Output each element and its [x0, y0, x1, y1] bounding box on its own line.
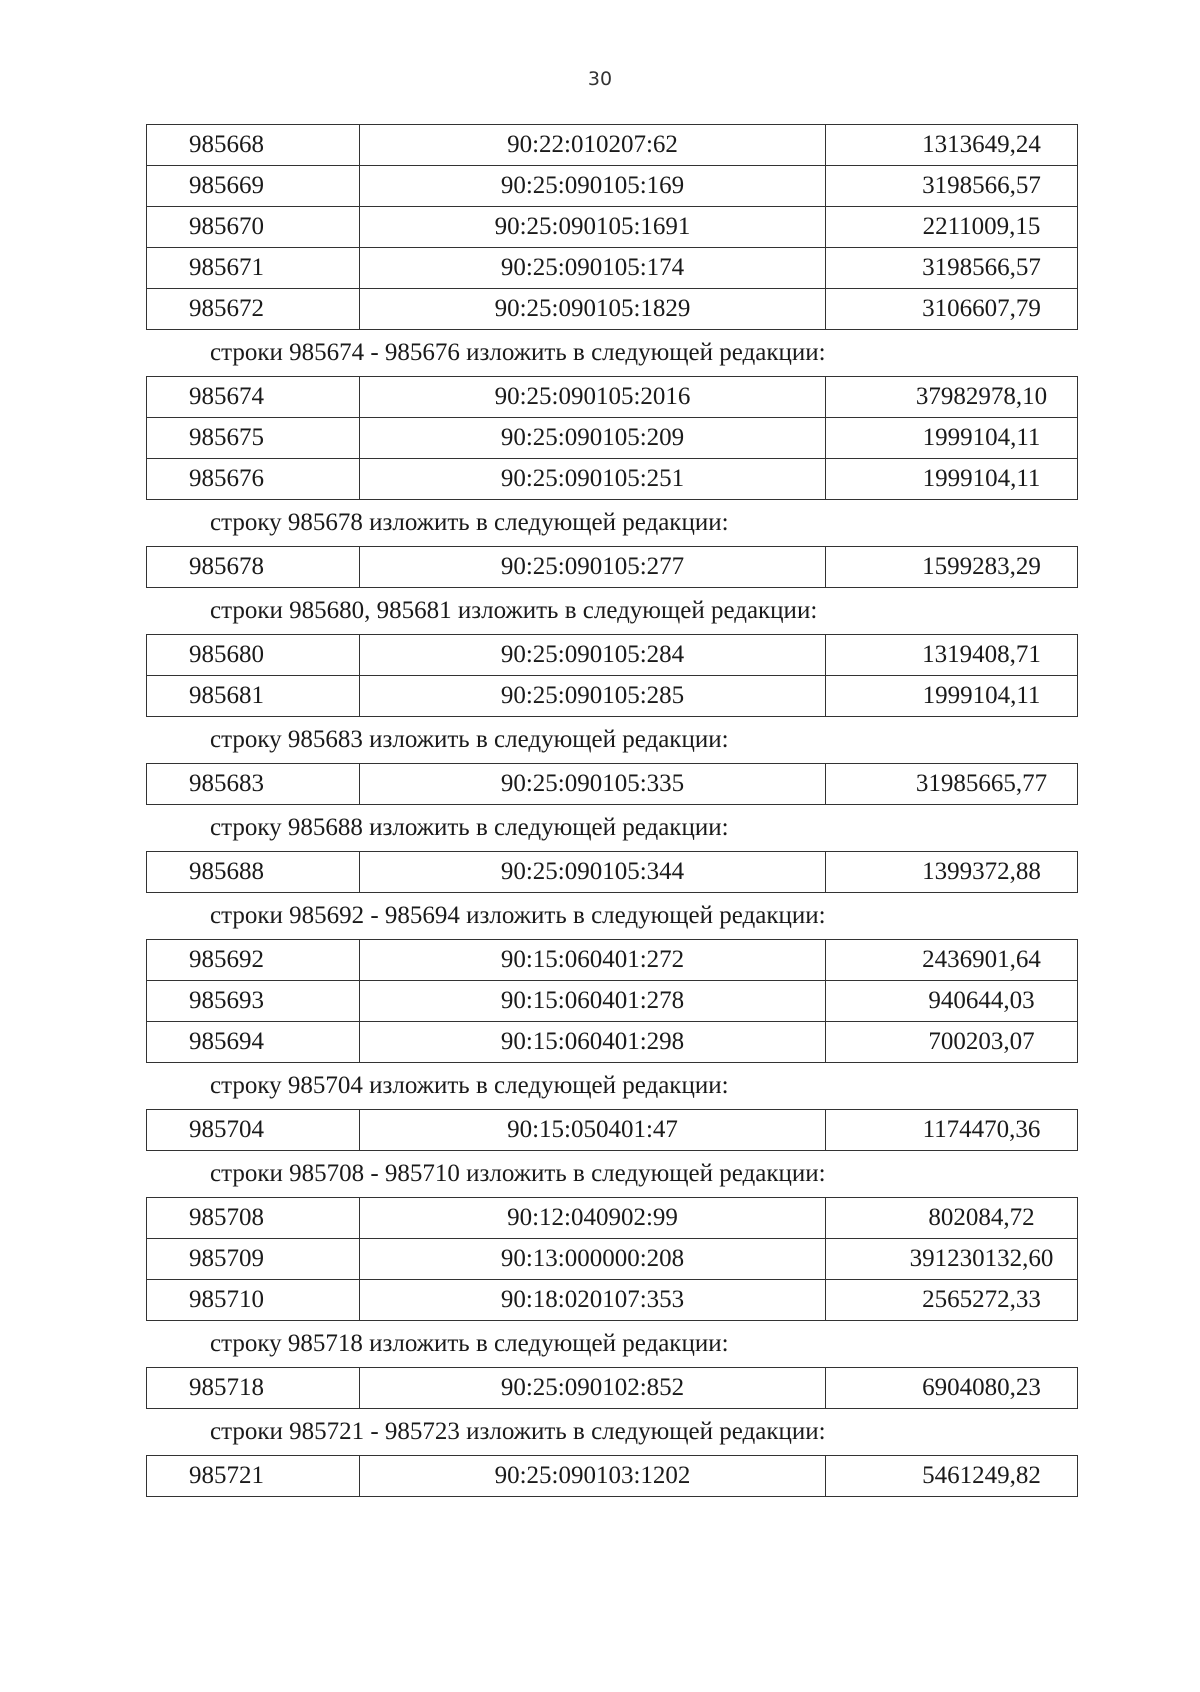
cadastral-number-cell: 90:25:090105:169 [360, 166, 826, 207]
row-number-cell: 985683 [147, 764, 360, 805]
amendment-block [146, 725, 1078, 805]
table-row [147, 1022, 1078, 1063]
table-row [147, 207, 1078, 248]
table-row [147, 459, 1078, 500]
cadastral-value-cell: 2436901,64 [826, 940, 1078, 981]
document-body [146, 124, 1078, 1497]
row-number-cell: 985671 [147, 248, 360, 289]
cadastral-value-cell: 3106607,79 [826, 289, 1078, 330]
amendment-block [146, 813, 1078, 893]
cadastral-number-cell: 90:25:090105:174 [360, 248, 826, 289]
cadastral-value-cell: 1399372,88 [826, 852, 1078, 893]
row-number-cell: 985672 [147, 289, 360, 330]
cadastral-number-cell: 90:15:050401:47 [360, 1110, 826, 1151]
amendment-block [146, 596, 1078, 717]
amendment-block [146, 1329, 1078, 1409]
row-number-cell: 985709 [147, 1239, 360, 1280]
table-row [147, 852, 1078, 893]
cadastral-number-cell: 90:25:090105:1829 [360, 289, 826, 330]
cadastral-value-cell: 31985665,77 [826, 764, 1078, 805]
amendment-caption: строки 985674 - 985676 изложить в следующей редакции: [210, 339, 826, 366]
amendment-block [146, 901, 1078, 1063]
row-number-cell: 985680 [147, 635, 360, 676]
cadastral-number-cell: 90:13:000000:208 [360, 1239, 826, 1280]
cadastral-value-cell: 1999104,11 [826, 459, 1078, 500]
row-number-cell: 985675 [147, 418, 360, 459]
data-table [146, 763, 1078, 805]
data-table [146, 634, 1078, 717]
table-row [147, 1239, 1078, 1280]
table-row [147, 289, 1078, 330]
table-row [147, 1368, 1078, 1409]
cadastral-number-cell: 90:15:060401:298 [360, 1022, 826, 1063]
cadastral-value-cell: 1999104,11 [826, 676, 1078, 717]
table-row [147, 1110, 1078, 1151]
cadastral-number-cell: 90:15:060401:278 [360, 981, 826, 1022]
data-table [146, 851, 1078, 893]
amendment-block [146, 124, 1078, 330]
row-number-cell: 985678 [147, 547, 360, 588]
amendment-block [146, 508, 1078, 588]
table-row [147, 377, 1078, 418]
cadastral-number-cell: 90:25:090102:852 [360, 1368, 826, 1409]
row-number-cell: 985681 [147, 676, 360, 717]
table-row [147, 981, 1078, 1022]
cadastral-number-cell: 90:22:010207:62 [360, 125, 826, 166]
cadastral-value-cell: 1599283,29 [826, 547, 1078, 588]
table-row [147, 940, 1078, 981]
cadastral-value-cell: 940644,03 [826, 981, 1078, 1022]
amendment-caption: строки 985692 - 985694 изложить в следующей редакции: [210, 902, 826, 929]
row-number-cell: 985693 [147, 981, 360, 1022]
cadastral-number-cell: 90:12:040902:99 [360, 1198, 826, 1239]
table-row [147, 166, 1078, 207]
cadastral-number-cell: 90:15:060401:272 [360, 940, 826, 981]
cadastral-number-cell: 90:18:020107:353 [360, 1280, 826, 1321]
data-table [146, 546, 1078, 588]
table-row [147, 635, 1078, 676]
cadastral-number-cell: 90:25:090105:284 [360, 635, 826, 676]
amendment-caption: строку 985688 изложить в следующей редакции: [210, 814, 729, 841]
row-number-cell: 985692 [147, 940, 360, 981]
amendment-caption: строку 985718 изложить в следующей редакции: [210, 1330, 729, 1357]
cadastral-value-cell: 2565272,33 [826, 1280, 1078, 1321]
data-table [146, 124, 1078, 330]
amendment-caption: строки 985708 - 985710 изложить в следующей редакции: [210, 1160, 826, 1187]
cadastral-value-cell: 37982978,10 [826, 377, 1078, 418]
data-table [146, 1109, 1078, 1151]
amendment-caption: строки 985680, 985681 изложить в следующей редакции: [210, 597, 818, 624]
table-row [147, 418, 1078, 459]
row-number-cell: 985694 [147, 1022, 360, 1063]
cadastral-value-cell: 2211009,15 [826, 207, 1078, 248]
data-table [146, 376, 1078, 500]
cadastral-value-cell: 1313649,24 [826, 125, 1078, 166]
cadastral-value-cell: 700203,07 [826, 1022, 1078, 1063]
cadastral-value-cell: 391230132,60 [826, 1239, 1078, 1280]
row-number-cell: 985676 [147, 459, 360, 500]
data-table [146, 1367, 1078, 1409]
cadastral-value-cell: 1174470,36 [826, 1110, 1078, 1151]
table-row [147, 676, 1078, 717]
cadastral-value-cell: 1319408,71 [826, 635, 1078, 676]
cadastral-number-cell: 90:25:090105:2016 [360, 377, 826, 418]
data-table [146, 1197, 1078, 1321]
table-row [147, 125, 1078, 166]
amendment-caption: строки 985721 - 985723 изложить в следующей редакции: [210, 1418, 826, 1445]
row-number-cell: 985669 [147, 166, 360, 207]
table-row [147, 764, 1078, 805]
amendment-block [146, 1417, 1078, 1497]
amendment-block [146, 338, 1078, 500]
amendment-block [146, 1071, 1078, 1151]
table-row [147, 547, 1078, 588]
cadastral-value-cell: 3198566,57 [826, 248, 1078, 289]
cadastral-number-cell: 90:25:090105:335 [360, 764, 826, 805]
cadastral-number-cell: 90:25:090105:1691 [360, 207, 826, 248]
row-number-cell: 985710 [147, 1280, 360, 1321]
amendment-caption: строку 985683 изложить в следующей редакции: [210, 726, 729, 753]
cadastral-number-cell: 90:25:090105:251 [360, 459, 826, 500]
row-number-cell: 985688 [147, 852, 360, 893]
table-row [147, 1280, 1078, 1321]
cadastral-value-cell: 1999104,11 [826, 418, 1078, 459]
row-number-cell: 985674 [147, 377, 360, 418]
row-number-cell: 985718 [147, 1368, 360, 1409]
data-table [146, 939, 1078, 1063]
cadastral-value-cell: 5461249,82 [826, 1456, 1078, 1497]
row-number-cell: 985704 [147, 1110, 360, 1151]
cadastral-number-cell: 90:25:090103:1202 [360, 1456, 826, 1497]
cadastral-number-cell: 90:25:090105:285 [360, 676, 826, 717]
amendment-caption: строку 985704 изложить в следующей редакции: [210, 1072, 729, 1099]
table-row [147, 1198, 1078, 1239]
table-row [147, 248, 1078, 289]
page-number: 30 [587, 68, 613, 90]
amendment-block [146, 1159, 1078, 1321]
cadastral-number-cell: 90:25:090105:277 [360, 547, 826, 588]
cadastral-value-cell: 802084,72 [826, 1198, 1078, 1239]
cadastral-value-cell: 3198566,57 [826, 166, 1078, 207]
row-number-cell: 985708 [147, 1198, 360, 1239]
cadastral-value-cell: 6904080,23 [826, 1368, 1078, 1409]
data-table [146, 1455, 1078, 1497]
amendment-caption: строку 985678 изложить в следующей редакции: [210, 509, 729, 536]
cadastral-number-cell: 90:25:090105:344 [360, 852, 826, 893]
row-number-cell: 985721 [147, 1456, 360, 1497]
row-number-cell: 985670 [147, 207, 360, 248]
cadastral-number-cell: 90:25:090105:209 [360, 418, 826, 459]
row-number-cell: 985668 [147, 125, 360, 166]
table-row [147, 1456, 1078, 1497]
